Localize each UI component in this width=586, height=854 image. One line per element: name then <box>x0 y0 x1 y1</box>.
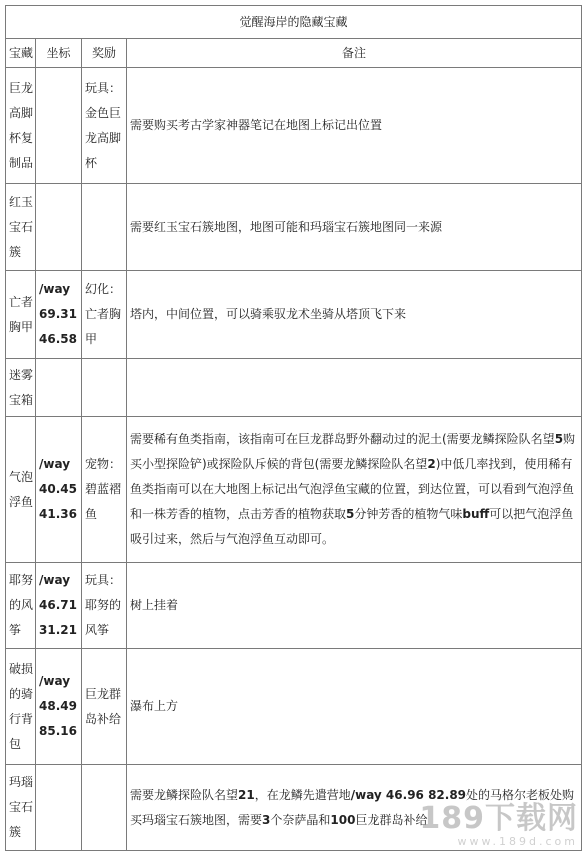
notes-text: ，在龙鳞先遣营地 <box>254 787 351 802</box>
cell-coords: /way 46.71 31.21 <box>36 563 82 649</box>
header-coords: 坐标 <box>36 39 82 68</box>
cell-notes: 塔内，中间位置，可以骑乘驭龙术坐骑从塔顶飞下来 <box>127 271 582 359</box>
cell-reward: 玩具：耶努的风筝 <box>82 563 127 649</box>
notes-text: 分钟芳香的植物气味 <box>354 507 463 521</box>
notes-text: 处的马格尔老板处购买玛瑙宝石簇地图，需要 <box>130 787 575 827</box>
cell-notes: 需要红玉宝石簇地图，地图可能和玛瑙宝石簇地图同一来源 <box>127 184 582 271</box>
notes-number: 5 <box>346 507 355 521</box>
cell-treasure: 迷雾宝箱 <box>6 359 36 417</box>
site-watermark <box>419 803 578 848</box>
notes-number: 100 <box>330 812 356 827</box>
notes-text: 需要稀有鱼类指南，该指南可在巨龙群岛野外翻动过的泥土(需要龙鳞探险队名望 <box>130 432 555 446</box>
cell-reward <box>82 184 127 271</box>
table-row <box>6 68 582 184</box>
notes-text: 可以把气泡浮鱼吸引过来，然后与气泡浮鱼互动即可。 <box>130 507 574 546</box>
cell-notes <box>127 359 582 417</box>
cell-notes: 瀑布上方 <box>127 649 582 765</box>
cell-treasure: 亡者胸甲 <box>6 271 36 359</box>
cell-reward <box>82 765 127 851</box>
header-notes: 备注 <box>127 39 582 68</box>
table-row <box>6 359 582 417</box>
treasure-table <box>5 5 582 851</box>
notes-text: 购买小型探险铲)或探险队斥候的背包(需要龙鳞探险队名望 <box>130 432 576 471</box>
cell-coords: /way 69.31 46.58 <box>36 271 82 359</box>
cell-reward: 幻化：亡者胸甲 <box>82 271 127 359</box>
notes-number: 5 <box>554 432 564 446</box>
watermark-url: www.189d.com <box>457 835 578 848</box>
cell-notes <box>127 417 582 563</box>
cell-treasure: 玛瑙宝石簇 <box>6 765 36 851</box>
table-row <box>6 417 582 563</box>
notes-number: 21 <box>238 787 255 802</box>
notes-number: 3 <box>262 812 271 827</box>
watermark-logo-text: 189下载网 <box>419 801 578 836</box>
cell-coords <box>36 359 82 417</box>
cell-treasure: 气泡浮鱼 <box>6 417 36 563</box>
cell-treasure: 破损的骑行背包 <box>6 649 36 765</box>
table-row <box>6 649 582 765</box>
cell-notes: 树上挂着 <box>127 563 582 649</box>
notes-text: 个奈萨晶和 <box>270 812 331 827</box>
cell-treasure: 巨龙高脚杯复制品 <box>6 68 36 184</box>
header-reward: 奖励 <box>82 39 127 68</box>
table-header-row <box>6 39 582 68</box>
cell-coords: /way 48.49 85.16 <box>36 649 82 765</box>
notes-text: 巨龙群岛补给 <box>355 812 428 827</box>
cell-coords <box>36 765 82 851</box>
header-treasure: 宝藏 <box>6 39 36 68</box>
notes-text: )中低几率找到，使用稀有鱼类指南可以在大地图上标记出气泡浮鱼宝藏的位置，到达位置，可以看到气泡浮鱼和一株芳香的植物，点击芳香的植物获取 <box>130 457 575 521</box>
table-title: 觉醒海岸的隐藏宝藏 <box>6 6 582 39</box>
table-row <box>6 184 582 271</box>
treasure-table-container <box>5 5 581 851</box>
cell-coords <box>36 68 82 184</box>
cell-treasure: 红玉宝石簇 <box>6 184 36 271</box>
table-row <box>6 563 582 649</box>
cell-reward: 玩具：金色巨龙高脚杯 <box>82 68 127 184</box>
notes-term: buff <box>462 507 490 521</box>
notes-text: 需要龙鳞探险队名望 <box>130 787 239 802</box>
cell-treasure: 耶努的风筝 <box>6 563 36 649</box>
notes-coords: /way 46.96 82.89 <box>350 787 467 802</box>
cell-reward: 巨龙群岛补给 <box>82 649 127 765</box>
cell-notes: 需要购买考古学家神器笔记在地图上标记出位置 <box>127 68 582 184</box>
cell-coords: /way 40.45 41.36 <box>36 417 82 563</box>
cell-coords <box>36 184 82 271</box>
notes-number: 2 <box>427 457 436 471</box>
table-row <box>6 271 582 359</box>
table-title-row <box>6 6 582 39</box>
cell-reward: 宠物：碧蓝褶鱼 <box>82 417 127 563</box>
cell-reward <box>82 359 127 417</box>
